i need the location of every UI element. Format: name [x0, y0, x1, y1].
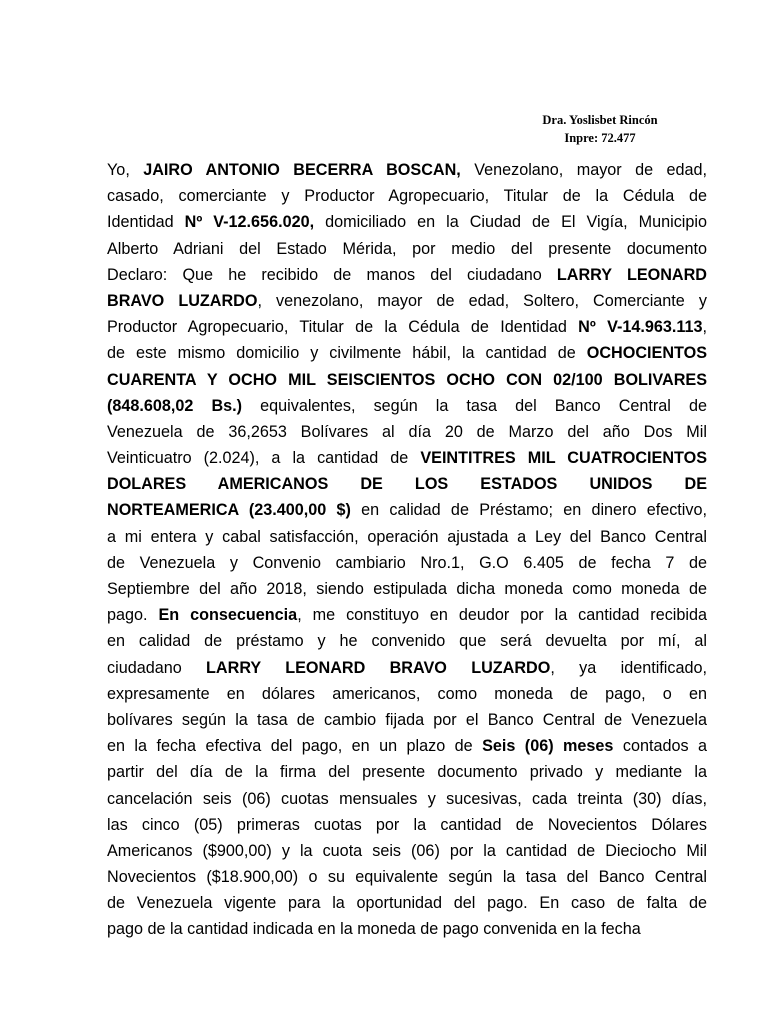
bold-text: NORTEAMERICA (23.400,00 $) [107, 501, 351, 520]
bold-text: BRAVO LUZARDO [107, 291, 258, 310]
text-run: Veinticuatro (2.024), a la cantidad de [107, 449, 421, 468]
text-run: Declaro: Que he recibido de manos del ciudadano [107, 265, 557, 284]
bold-text: OCHOCIENTOS [586, 344, 707, 363]
text-run: domiciliado en la Ciudad de El Vigía, Municipio [314, 213, 707, 232]
text-run: partir del día de la firma del presente documento privado y mediante la [107, 763, 707, 782]
bold-text: LARRY LEONARD BRAVO LUZARDO [206, 658, 551, 677]
text-line [107, 419, 707, 445]
text-run: Venezolano, mayor de edad, [460, 161, 708, 179]
bold-text: Seis (06) meses [482, 737, 614, 756]
text-run: casado, comerciante y Productor Agropecuario, Titular de la Cédula de [107, 187, 707, 206]
bold-text: Nº V-12.656.020, [184, 213, 315, 232]
text-line [107, 314, 707, 340]
text-line [107, 445, 707, 471]
text-run: ciudadano [107, 658, 207, 677]
letterhead [530, 111, 670, 147]
text-run: a mi entera y cabal satisfacción, operación ajustada a Ley del Banco Central [107, 527, 707, 546]
text-line [107, 602, 707, 628]
text-run: , ya identificado, [550, 658, 707, 677]
text-run: pago de la cantidad indicada en la moneda de pago convenida en la fecha [107, 920, 641, 939]
text-line [107, 524, 707, 550]
text-run: Americanos ($900,00) y la cuota seis (06) por la cantidad de Dieciocho Mil [107, 841, 707, 860]
bold-text: DOLARES AMERICANOS DE LOS ESTADOS UNIDOS DE [107, 475, 707, 494]
text-line [107, 236, 707, 262]
text-line [107, 838, 707, 864]
text-line [107, 576, 707, 602]
text-line [107, 497, 707, 523]
text-run: pago. [107, 606, 159, 625]
text-line [107, 393, 707, 419]
text-run: Venezuela de 36,2653 Bolívares al día 20 de Marzo del año Dos Mil [107, 422, 707, 441]
text-line [107, 812, 707, 838]
text-line [107, 916, 707, 942]
text-run: Identidad [107, 213, 185, 232]
text-run: en calidad de Préstamo; en dinero efectivo, [350, 501, 707, 520]
text-run: equivalentes, según la tasa del Banco Central de [242, 396, 707, 415]
text-line [107, 288, 707, 314]
text-run: Alberto Adriani del Estado Mérida, por medio del presente documento [107, 239, 707, 258]
text-line [107, 157, 707, 183]
text-run: expresamente en dólares americanos, como moneda de pago, o en [107, 684, 707, 703]
text-run: de Venezuela vigente para la oportunidad del pago. En caso de falta de [107, 894, 707, 913]
bold-text: (848.608,02 Bs.) [107, 396, 243, 415]
text-run: las cinco (05) primeras cuotas por la cantidad de Novecientos Dólares [107, 815, 707, 834]
text-run: de Venezuela y Convenio cambiario Nro.1, G.O 6.405 de fecha 7 de [107, 553, 707, 572]
text-run: , me constituyo en deudor por la cantidad recibida [297, 606, 707, 625]
text-line [107, 628, 707, 654]
text-run: Productor Agropecuario, Titular de la Cédula de Identidad [107, 318, 579, 337]
text-run: Yo, [107, 161, 144, 179]
text-run: Septiembre del año 2018, siendo estipulada dicha moneda como moneda de [107, 580, 707, 598]
document-body [107, 157, 707, 943]
text-line [107, 707, 707, 733]
text-line [107, 786, 707, 812]
text-line [107, 471, 707, 497]
text-line [107, 550, 707, 576]
bold-text: Nº V-14.963.113 [578, 318, 703, 337]
text-run: contados a [613, 737, 707, 756]
text-line [107, 367, 707, 393]
text-run: cancelación seis (06) cuotas mensuales y sucesivas, cada treinta (30) días, [107, 789, 707, 808]
text-run: en la fecha efectiva del pago, en un plazo de [107, 737, 483, 756]
text-line [107, 759, 707, 785]
inpre-number: Inpre: 72.477 [564, 131, 636, 145]
text-line [107, 340, 707, 366]
text-run: Novecientos ($18.900,00) o su equivalente según la tasa del Banco Central [107, 868, 707, 887]
text-line [107, 864, 707, 890]
bold-text: JAIRO ANTONIO BECERRA BOSCAN, [143, 161, 461, 179]
bold-text: VEINTITRES MIL CUATROCIENTOS [420, 449, 708, 468]
text-run: , [702, 318, 707, 337]
text-run: bolívares según la tasa de cambio fijada por el Banco Central de Venezuela [107, 710, 707, 729]
bold-text: En consecuencia [158, 606, 298, 625]
bold-text: LARRY LEONARD [556, 265, 707, 284]
text-run: en calidad de préstamo y he convenido que será devuelta por mí, al [107, 632, 707, 651]
text-line [107, 681, 707, 707]
text-line [107, 209, 707, 235]
text-line [107, 733, 707, 759]
text-line [107, 183, 707, 209]
text-line [107, 262, 707, 288]
text-line [107, 655, 707, 681]
text-run: , venezolano, mayor de edad, Soltero, Comerciante y [257, 291, 707, 310]
bold-text: CUARENTA Y OCHO MIL SEISCIENTOS OCHO CON 02/100 BOLIVARES [107, 370, 707, 389]
text-run: de este mismo domicilio y civilmente hábil, la cantidad de [107, 344, 587, 363]
author-name: Dra. Yoslisbet Rincón [542, 113, 658, 127]
text-line [107, 890, 707, 916]
